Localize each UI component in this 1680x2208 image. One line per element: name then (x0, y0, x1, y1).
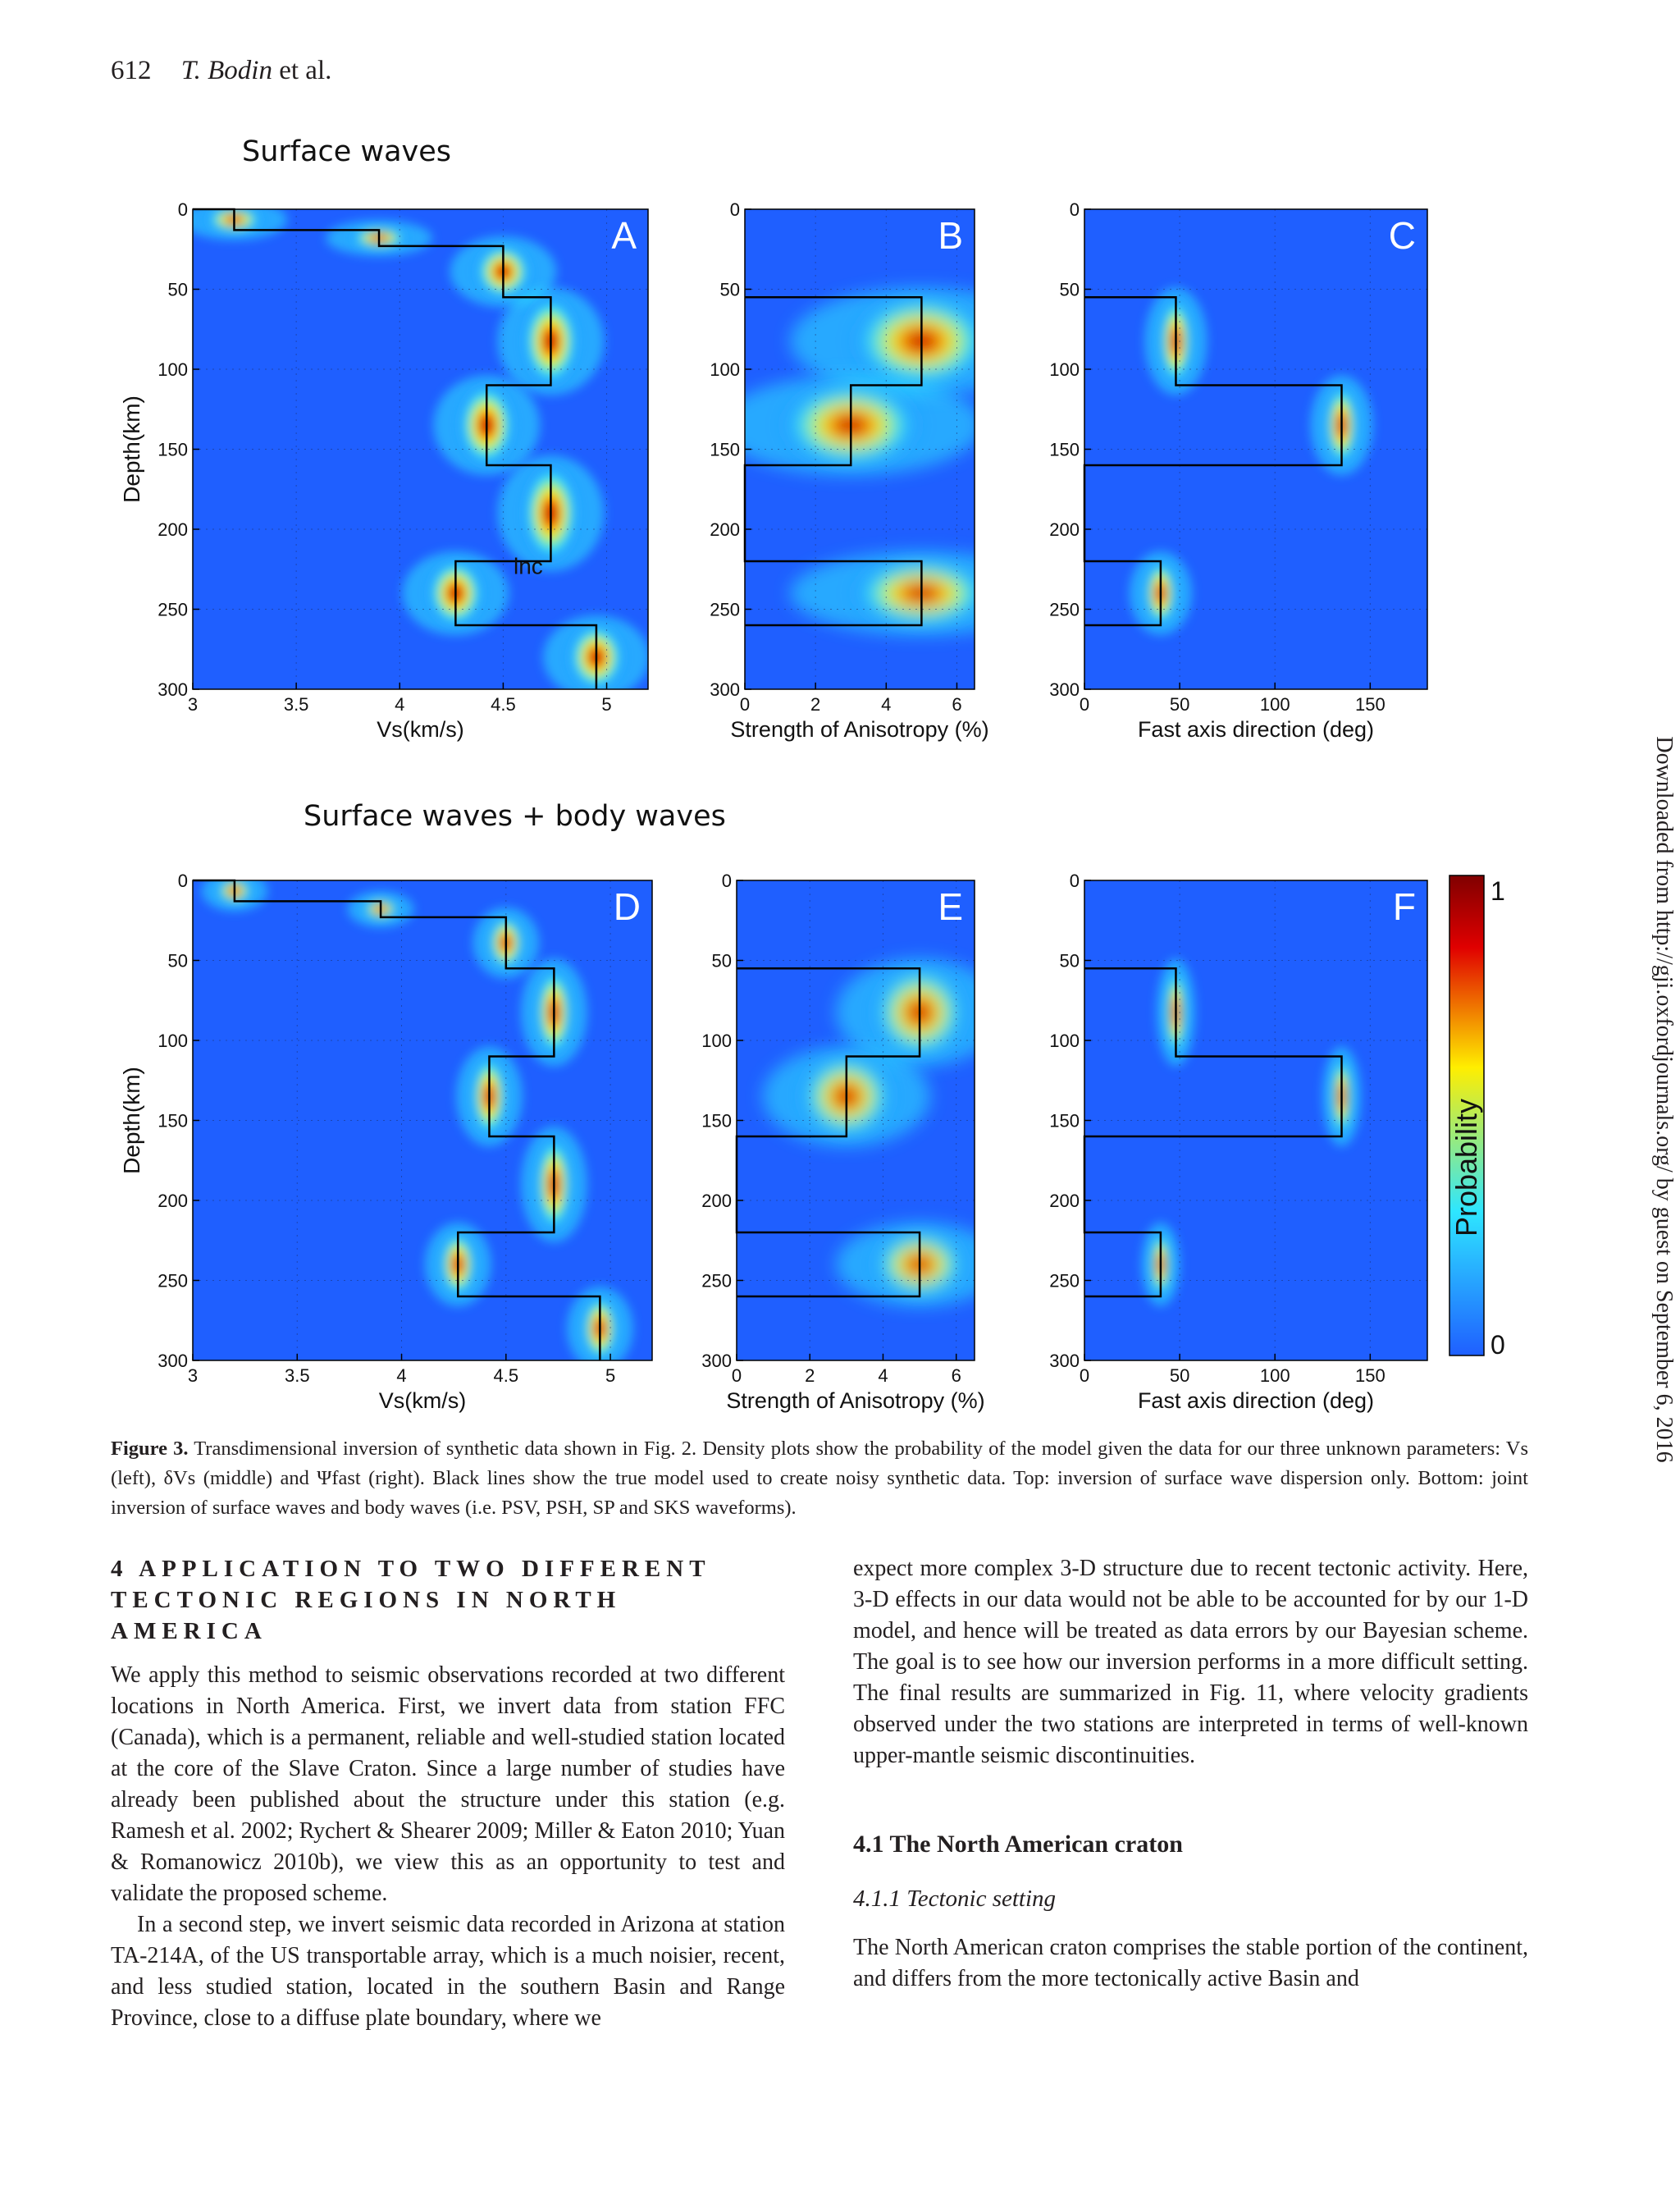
y-tick-label: 0 (729, 199, 740, 220)
y-tick-label: 250 (701, 1270, 732, 1291)
panel-letter: A (611, 214, 637, 257)
download-notice-text: Downloaded from http://gji.oxfordjournals.org/ by guest on September 6, 2016 (1651, 736, 1677, 1463)
paragraph-intro: We apply this method to seismic observations recorded at two different locations in North America. First, we invert data from station FFC (Canada), which is a permanent, reliable and well-studied station located at the core of the Slave Craton. Since a large number of studies have already been published about the structure under this station (e.g. Ramesh et al. 2002; Rychert & Shearer 2009; Miller & Eaton 2010; Yuan & Romanowicz 2010b), we view this as an opportunity to test and validate the proposed scheme. (111, 1662, 785, 1906)
x-tick-label: 3.5 (283, 694, 309, 715)
subsection-heading: 4.1 The North American craton (853, 1831, 1183, 1858)
heatmap-panel-d (115, 860, 673, 1434)
paragraph-3d-structure: expect more complex 3-D structure due to recent tectonic activity. Here, 3-D effects in our data would not be able to be accounted for by our 1-D model, and hence will be treated as data errors by our Bayesian scheme. The goal is to see how our inversion performs in a more difficult setting. The final results are summarized in Fig. 11, where velocity gradients observed under the two stations are interpreted in terms of well-known upper-mantle seismic discontinuities. (853, 1556, 1528, 1768)
y-tick-label: 100 (701, 1031, 732, 1051)
probability-colorbar (1448, 874, 1513, 1387)
x-tick-label: 5 (601, 694, 612, 715)
figure-caption (111, 1434, 1528, 1523)
annotation-label: lnc (514, 553, 543, 579)
x-tick-label: 0 (731, 1365, 742, 1386)
x-tick-label: 50 (1169, 1365, 1190, 1386)
figure-row-title-bottom: Surface waves + body waves (304, 800, 726, 833)
panel-letter: C (1388, 214, 1416, 257)
y-tick-label: 200 (1049, 519, 1080, 540)
y-tick-label: 300 (158, 679, 188, 700)
y-tick-label: 50 (167, 950, 188, 971)
section-heading: 4 APPLICATION TO TWO DIFFERENT TECTONIC REGIONS IN NORTH AMERICA (111, 1556, 711, 1644)
y-tick-label: 150 (158, 439, 188, 460)
y-tick-label: 300 (701, 1351, 732, 1371)
y-tick-label: 150 (158, 1110, 188, 1131)
caption-text: Transdimensional inversion of synthetic data shown in Fig. 2. Density plots show the probability of the model given the data for our three unknown parameters: Vs (left), δVs (middle) and Ψfast (right). Black lines show the true model used to create noisy synthetic data. Top: inversion of surface wave dispersion only. Bottom: joint inversion of surface waves and body waves (i.e. PSV, PSH, SP and SKS waveforms). (111, 1438, 1528, 1519)
y-tick-label: 100 (710, 359, 740, 380)
y-tick-label: 100 (1049, 1031, 1080, 1051)
download-notice (1647, 736, 1680, 1463)
y-tick-label: 250 (1049, 1270, 1080, 1291)
x-tick-label: 4 (881, 694, 892, 715)
panel-letter: F (1392, 885, 1416, 928)
figure-row-title-top: Surface waves (242, 135, 452, 168)
y-tick-label: 250 (710, 599, 740, 620)
x-tick-label: 4.5 (491, 694, 516, 715)
x-tick-label: 4 (395, 694, 405, 715)
x-axis-label: Vs(km/s) (377, 717, 464, 742)
heatmap-panel-a (115, 189, 673, 763)
subsubsection-heading: 4.1.1 Tectonic setting (853, 1886, 1057, 1912)
colorbar-max-label: 1 (1491, 876, 1505, 906)
y-tick-label: 250 (158, 599, 188, 620)
x-tick-label: 2 (810, 694, 821, 715)
y-tick-label: 0 (1069, 871, 1080, 891)
x-axis-label: Strength of Anisotropy (%) (726, 1388, 985, 1413)
x-axis-label: Fast axis direction (deg) (1137, 717, 1375, 742)
x-tick-label: 4 (396, 1365, 407, 1386)
colorbar-min-label: 0 (1491, 1330, 1505, 1360)
x-tick-label: 150 (1354, 694, 1386, 715)
x-tick-label: 3 (187, 1365, 199, 1386)
x-tick-label: 0 (1079, 1365, 1090, 1386)
x-tick-label: 3 (187, 694, 199, 715)
y-tick-label: 150 (1049, 1110, 1080, 1131)
y-tick-label: 50 (711, 950, 732, 971)
x-tick-label: 0 (739, 694, 751, 715)
panel-letter: E (938, 885, 963, 928)
caption-label: Figure 3. (111, 1438, 189, 1460)
y-tick-label: 0 (721, 871, 732, 891)
x-tick-label: 100 (1259, 1365, 1290, 1386)
body-column-left (111, 1553, 785, 2034)
x-tick-label: 6 (951, 1365, 961, 1386)
y-tick-label: 200 (158, 519, 188, 540)
y-tick-label: 100 (158, 359, 188, 380)
y-tick-label: 50 (1059, 950, 1080, 971)
x-tick-label: 150 (1354, 1365, 1386, 1386)
x-tick-label: 4.5 (493, 1365, 519, 1386)
y-tick-label: 0 (1069, 199, 1080, 220)
heatmap-panel-b (705, 189, 1017, 763)
x-tick-label: 3.5 (284, 1365, 310, 1386)
x-axis-label: Strength of Anisotropy (%) (730, 717, 989, 742)
x-tick-label: 50 (1169, 694, 1190, 715)
x-axis-label: Fast axis direction (deg) (1137, 1388, 1375, 1413)
paragraph-second-step: In a second step, we invert seismic data recorded in Arizona at station TA-214A, of the US transportable array, which is a much noisier, recent, and less studied station, located in the southern Basin and Range Province, close to a diffuse plate boundary, where we (111, 1912, 785, 2031)
panel-letter: D (613, 885, 641, 928)
y-tick-label: 150 (1049, 439, 1080, 460)
paragraph-craton: The North American craton comprises the stable portion of the continent, and differs from the more tectonically active Basin and (853, 1935, 1528, 1991)
x-tick-label: 0 (1079, 694, 1090, 715)
running-head-authors: T. Bodin (180, 56, 272, 85)
page-number: 612 (111, 56, 152, 85)
x-tick-label: 100 (1259, 694, 1290, 715)
y-tick-label: 300 (1049, 679, 1080, 700)
y-tick-label: 300 (1049, 1351, 1080, 1371)
y-tick-label: 200 (1049, 1191, 1080, 1211)
y-tick-label: 0 (177, 199, 188, 220)
panel-letter: B (938, 214, 963, 257)
y-tick-label: 50 (719, 279, 740, 300)
x-tick-label: 5 (605, 1365, 616, 1386)
y-tick-label: 200 (701, 1191, 732, 1211)
heatmap-panel-f (1042, 860, 1444, 1434)
x-tick-label: 4 (878, 1365, 888, 1386)
y-axis-label: Depth(km) (119, 395, 144, 503)
running-head (111, 56, 331, 86)
x-tick-label: 2 (805, 1365, 815, 1386)
y-tick-label: 250 (1049, 599, 1080, 620)
x-axis-label: Vs(km/s) (378, 1388, 467, 1413)
y-tick-label: 200 (710, 519, 740, 540)
y-tick-label: 200 (158, 1191, 188, 1211)
running-head-etal: et al. (279, 56, 332, 85)
y-tick-label: 50 (167, 279, 188, 300)
x-tick-label: 6 (952, 694, 962, 715)
y-tick-label: 300 (710, 679, 740, 700)
y-tick-label: 150 (701, 1110, 732, 1131)
colorbar-title: Probability (1449, 1098, 1483, 1237)
body-column-right (853, 1553, 1528, 1995)
y-axis-label: Depth(km) (119, 1067, 144, 1174)
y-tick-label: 250 (158, 1270, 188, 1291)
y-tick-label: 0 (177, 871, 188, 891)
heatmap-panel-e (697, 860, 1017, 1434)
y-tick-label: 300 (158, 1351, 188, 1371)
y-tick-label: 50 (1059, 279, 1080, 300)
y-tick-label: 100 (1049, 359, 1080, 380)
heatmap-panel-c (1042, 189, 1444, 763)
y-tick-label: 150 (710, 439, 740, 460)
y-tick-label: 100 (158, 1031, 188, 1051)
